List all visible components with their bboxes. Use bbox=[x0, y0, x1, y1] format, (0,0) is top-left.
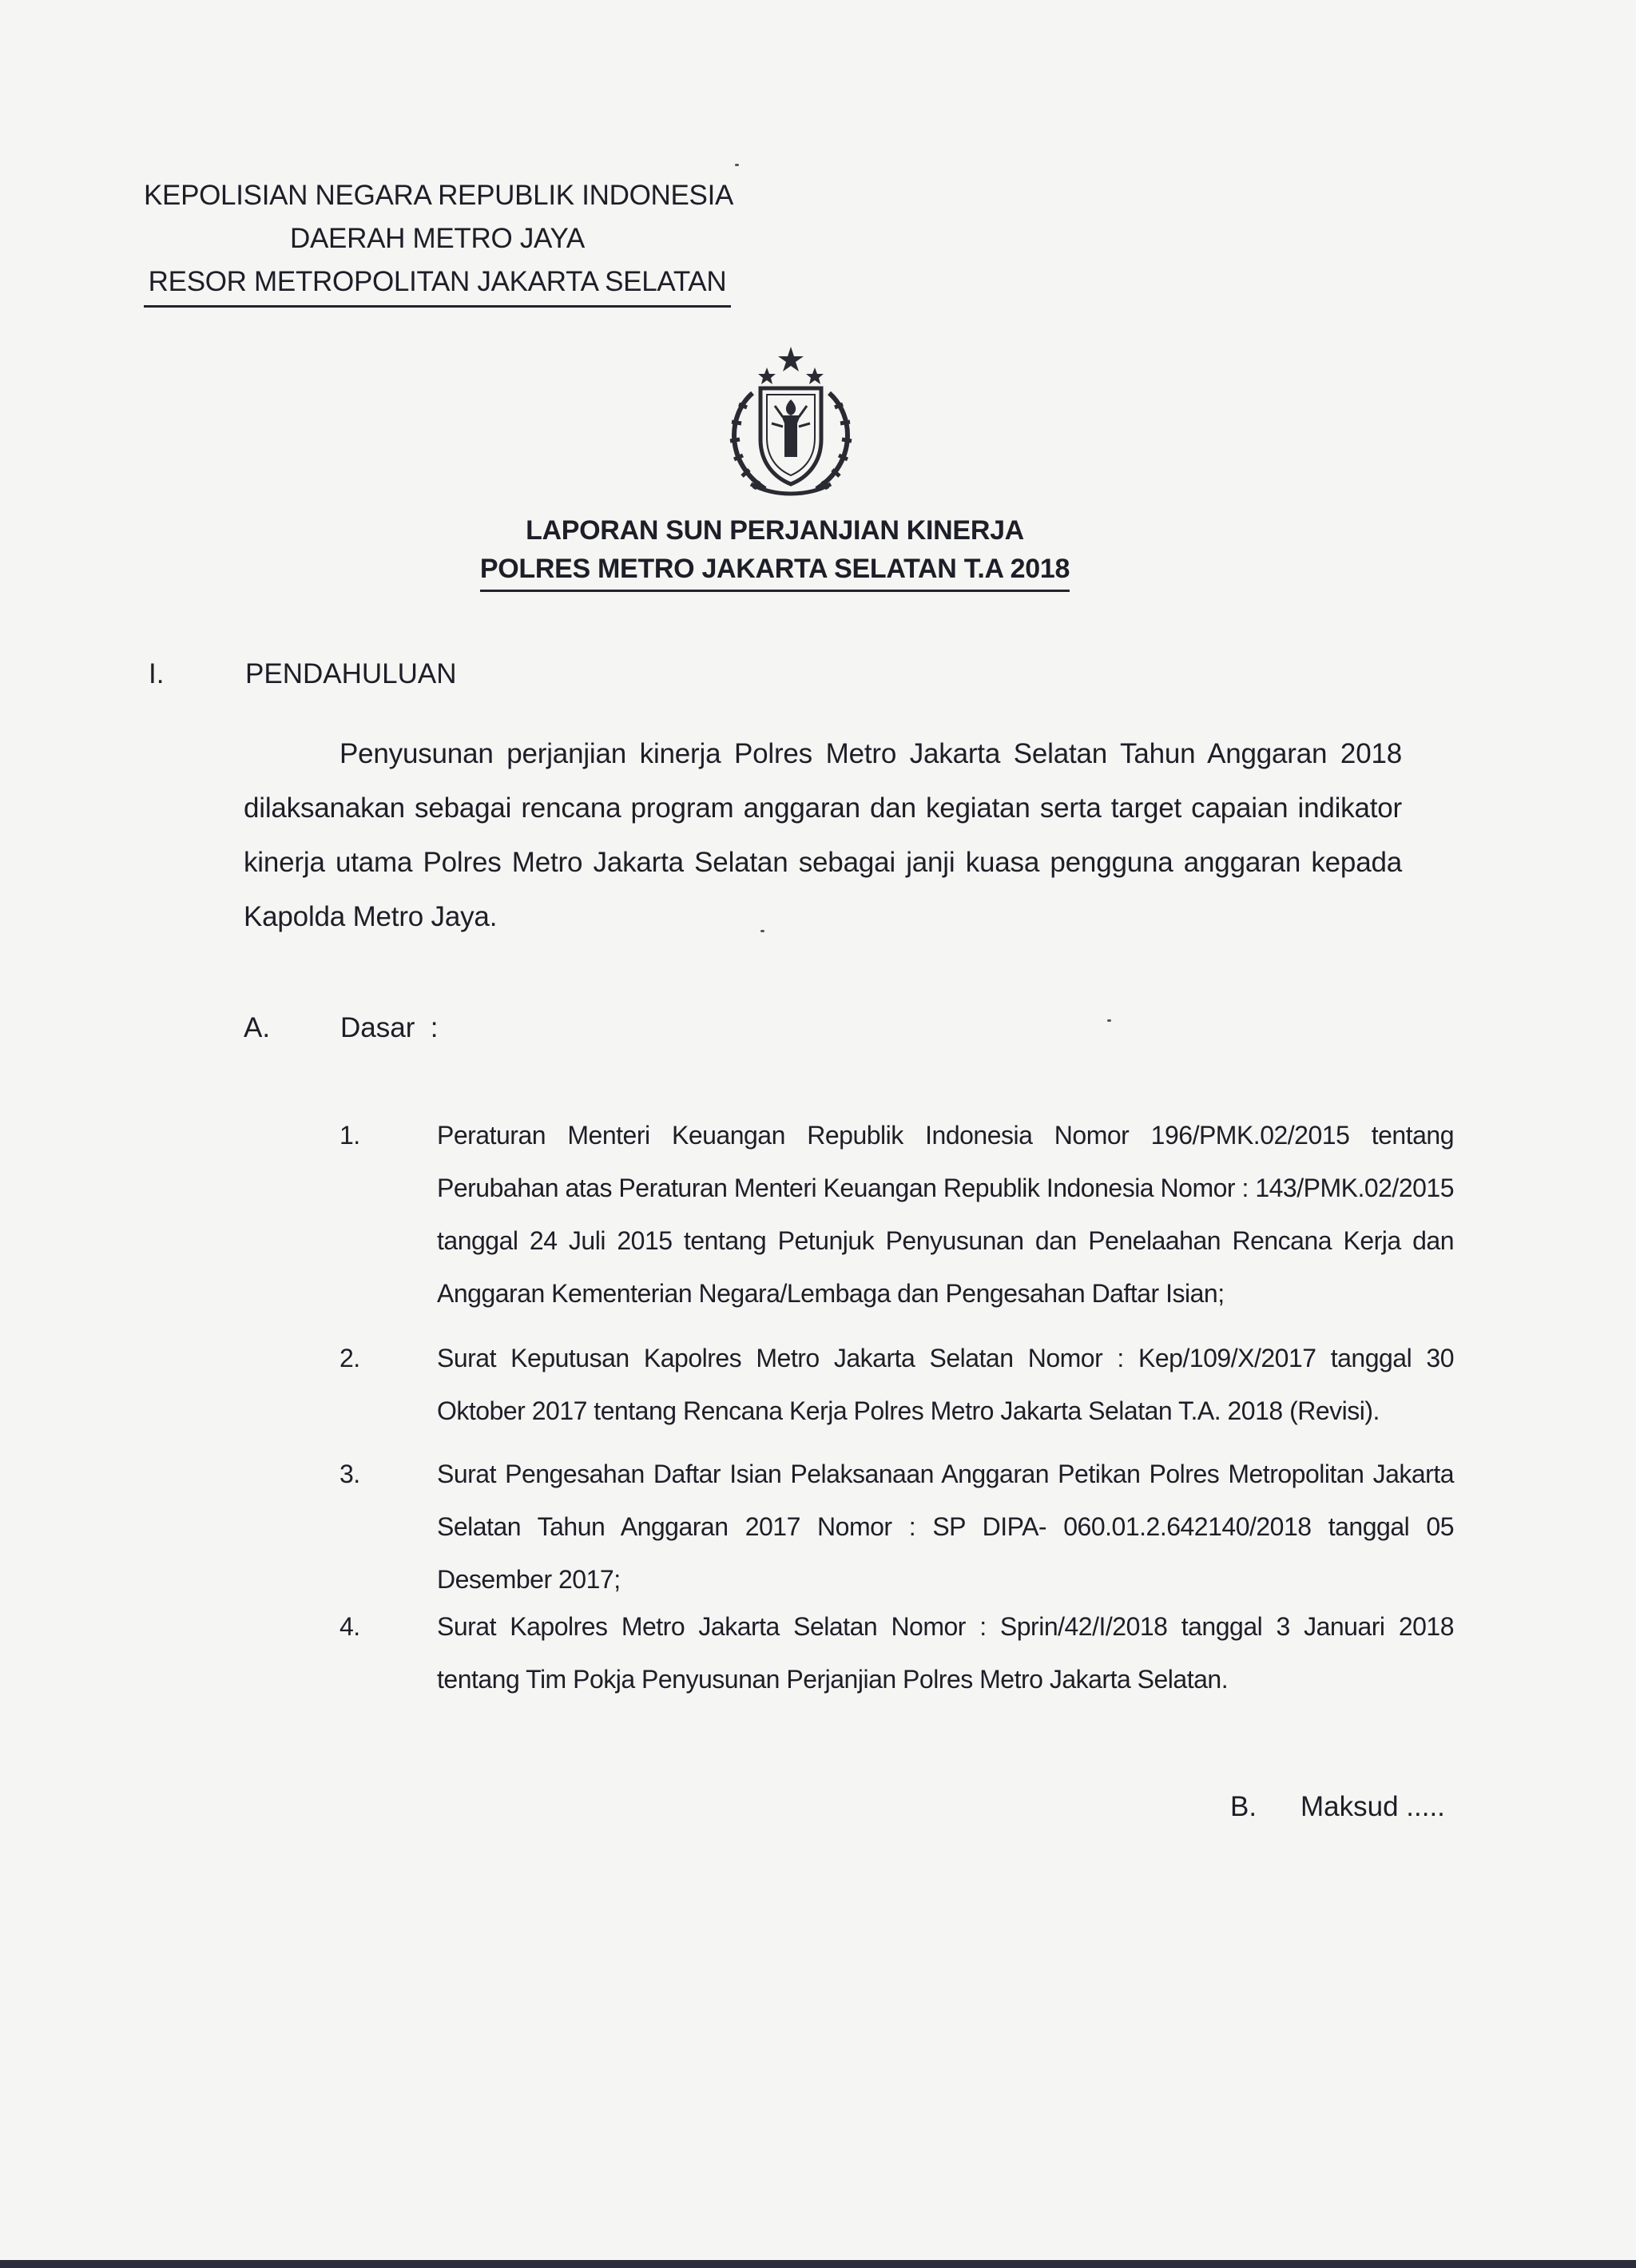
letterhead-line-region: DAERAH METRO JAYA bbox=[290, 223, 585, 254]
list-item-text: Surat Keputusan Kapolres Metro Jakarta Selatan Nomor : Kep/109/X/2017 tanggal 30 Oktober 2017 tentang Rencana Kerja Polres Metro Jakarta Selatan T.A. 2018 (Revisi). bbox=[437, 1344, 1454, 1425]
scan-speck bbox=[760, 930, 764, 932]
section-number: I. bbox=[149, 658, 165, 689]
letterhead bbox=[144, 174, 734, 308]
continuation-letter: B. bbox=[1230, 1791, 1257, 1822]
continuation-note bbox=[1230, 1789, 1445, 1825]
intro-paragraph: Penyusunan perjanjian kinerja Polres Metro Jakarta Selatan Tahun Anggaran 2018 dilaksanakan sebagai rencana program anggaran dan kegiatan serta target capaian indikator kinerja utama Polres Metro Jakarta Selatan sebagai janji kuasa pengguna anggaran kepada Kapolda Metro Jaya. bbox=[244, 738, 1402, 932]
list-item-number: 1. bbox=[340, 1121, 360, 1150]
scan-bottom-edge bbox=[0, 2260, 1636, 2268]
list-item-text: Surat Pengesahan Daftar Isian Pelaksanaan Anggaran Petikan Polres Metropolitan Jakarta Selatan Tahun Anggaran 2017 Nomor : SP DIPA- 060.01.2.642140/2018 tanggal 05 Desember 2017; bbox=[437, 1460, 1454, 1594]
subsection-letter: A. bbox=[244, 1012, 271, 1043]
section-heading: PENDAHULUAN bbox=[245, 658, 457, 689]
scan-speck bbox=[1107, 1019, 1111, 1022]
letterhead-line-institution: KEPOLISIAN NEGARA REPUBLIK INDONESIA bbox=[144, 180, 734, 211]
list-item bbox=[340, 1332, 1454, 1437]
list-item-number: 2. bbox=[340, 1344, 360, 1372]
list-item-number: 3. bbox=[340, 1460, 360, 1488]
list-item-number: 4. bbox=[340, 1612, 360, 1641]
list-item-text: Surat Kapolres Metro Jakarta Selatan Nomor : Sprin/42/I/2018 tanggal 3 Januari 2018 tentang Tim Pokja Penyusunan Perjanjian Polres Metro Jakarta Selatan. bbox=[437, 1612, 1454, 1694]
police-emblem-icon bbox=[703, 344, 879, 503]
scan-speck bbox=[735, 164, 739, 166]
list-item bbox=[340, 1448, 1454, 1606]
continuation-text: Maksud ..... bbox=[1300, 1791, 1445, 1822]
list-item bbox=[340, 1109, 1454, 1320]
list-item bbox=[340, 1600, 1454, 1706]
title-line-1: LAPORAN SUN PERJANJIAN KINERJA bbox=[526, 515, 1024, 546]
document-title bbox=[471, 511, 1078, 592]
list-item-text: Peraturan Menteri Keuangan Republik Indonesia Nomor 196/PMK.02/2015 tentang Perubahan atas Peraturan Menteri Keuangan Republik Indonesia Nomor : 143/PMK.02/2015 tanggal 24 Juli 2015 tentang Petunjuk Penyusunan dan Penelaahan Rencana Kerja dan Anggaran Kementerian Negara/Lembaga dan Pengesahan Daftar Isian; bbox=[437, 1121, 1454, 1308]
letterhead-line-unit: RESOR METROPOLITAN JAKARTA SELATAN bbox=[144, 260, 731, 308]
title-line-2: POLRES METRO JAKARTA SELATAN T.A 2018 bbox=[480, 550, 1070, 592]
subsection-title: Dasar : bbox=[340, 1012, 439, 1043]
